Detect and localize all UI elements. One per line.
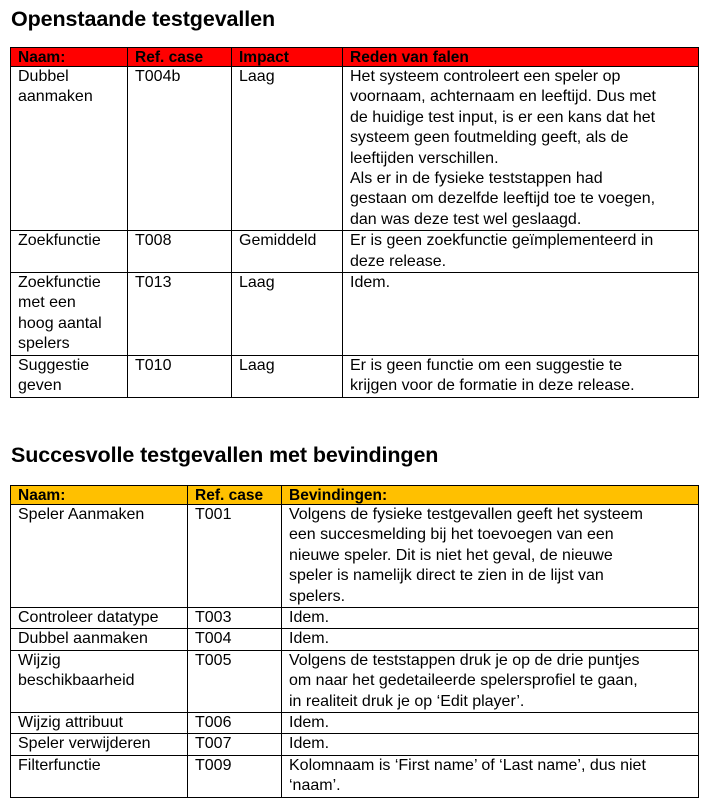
cell-reason: Idem. xyxy=(343,273,699,356)
cell-finding: Idem. xyxy=(282,629,699,650)
cell-finding: Volgens de teststappen druk je op de drie puntjes om naar het gedetaileerde spelersprofiel te gaan, in realiteit druk je op ‘Edit player’. xyxy=(282,650,699,712)
cell-finding: Idem. xyxy=(282,734,699,755)
column-header-name: Naam: xyxy=(11,486,188,505)
cell-reason: Het systeem controleert een speler op voornaam, achternaam en leeftijd. Dus met de huidige test input, is er een kans dat het systeem geen foutmelding geeft, als de leeftijden verschillen. Als er in de fysieke teststappen had gestaan om dezelfde leeftijd toe te voegen, dan was deze test wel geslaagd. xyxy=(343,67,699,231)
cell-name: Filterfunctie xyxy=(11,755,188,797)
cell-impact: Laag xyxy=(232,355,343,397)
cell-impact: Laag xyxy=(232,67,343,231)
cell-name: Dubbel aanmaken xyxy=(11,67,128,231)
cell-ref: T003 xyxy=(188,608,282,629)
successful-testcases-table xyxy=(10,485,699,798)
table-row xyxy=(11,273,699,356)
cell-name: Zoekfunctie met een hoog aantal spelers xyxy=(11,273,128,356)
section-title-open-tests: Openstaande testgevallen xyxy=(11,7,276,31)
table-row xyxy=(11,67,699,231)
column-header-ref-case: Ref. case xyxy=(188,486,282,505)
cell-name: Dubbel aanmaken xyxy=(11,629,188,650)
table-row xyxy=(11,608,699,629)
table-row xyxy=(11,713,699,734)
cell-ref: T010 xyxy=(128,355,232,397)
table-header-row xyxy=(11,486,699,505)
column-header-impact: Impact xyxy=(232,48,343,67)
cell-ref: T005 xyxy=(188,650,282,712)
table-header-row xyxy=(11,48,699,67)
section-title-successful-tests: Succesvolle testgevallen met bevindingen xyxy=(11,443,439,467)
column-header-reason: Reden van falen xyxy=(343,48,699,67)
cell-name: Speler verwijderen xyxy=(11,734,188,755)
table-row xyxy=(11,650,699,712)
cell-ref: T013 xyxy=(128,273,232,356)
cell-finding: Volgens de fysieke testgevallen geeft het systeem een succesmelding bij het toevoegen van een nieuwe speler. Dit is niet het geval, de nieuwe speler is namelijk direct te zien in de lijst van spelers. xyxy=(282,505,699,608)
cell-reason: Er is geen zoekfunctie geïmplementeerd in deze release. xyxy=(343,231,699,273)
cell-ref: T008 xyxy=(128,231,232,273)
open-testcases-table xyxy=(10,47,699,398)
column-header-ref-case: Ref. case xyxy=(128,48,232,67)
cell-ref: T007 xyxy=(188,734,282,755)
cell-finding: Idem. xyxy=(282,608,699,629)
cell-finding: Idem. xyxy=(282,713,699,734)
cell-reason: Er is geen functie om een suggestie te krijgen voor de formatie in deze release. xyxy=(343,355,699,397)
column-header-name: Naam: xyxy=(11,48,128,67)
table-row xyxy=(11,629,699,650)
table-row xyxy=(11,734,699,755)
cell-ref: T009 xyxy=(188,755,282,797)
cell-name: Suggestie geven xyxy=(11,355,128,397)
cell-impact: Gemiddeld xyxy=(232,231,343,273)
cell-name: Controleer datatype xyxy=(11,608,188,629)
table-row xyxy=(11,505,699,608)
cell-impact: Laag xyxy=(232,273,343,356)
cell-name: Zoekfunctie xyxy=(11,231,128,273)
cell-name: Speler Aanmaken xyxy=(11,505,188,608)
cell-ref: T001 xyxy=(188,505,282,608)
table-row xyxy=(11,355,699,397)
cell-ref: T004b xyxy=(128,67,232,231)
cell-name: Wijzig attribuut xyxy=(11,713,188,734)
table-row xyxy=(11,755,699,797)
cell-finding: Kolomnaam is ‘First name’ of ‘Last name’, dus niet ‘naam’. xyxy=(282,755,699,797)
cell-name: Wijzig beschikbaarheid xyxy=(11,650,188,712)
cell-ref: T004 xyxy=(188,629,282,650)
table-row xyxy=(11,231,699,273)
cell-ref: T006 xyxy=(188,713,282,734)
column-header-findings: Bevindingen: xyxy=(282,486,699,505)
